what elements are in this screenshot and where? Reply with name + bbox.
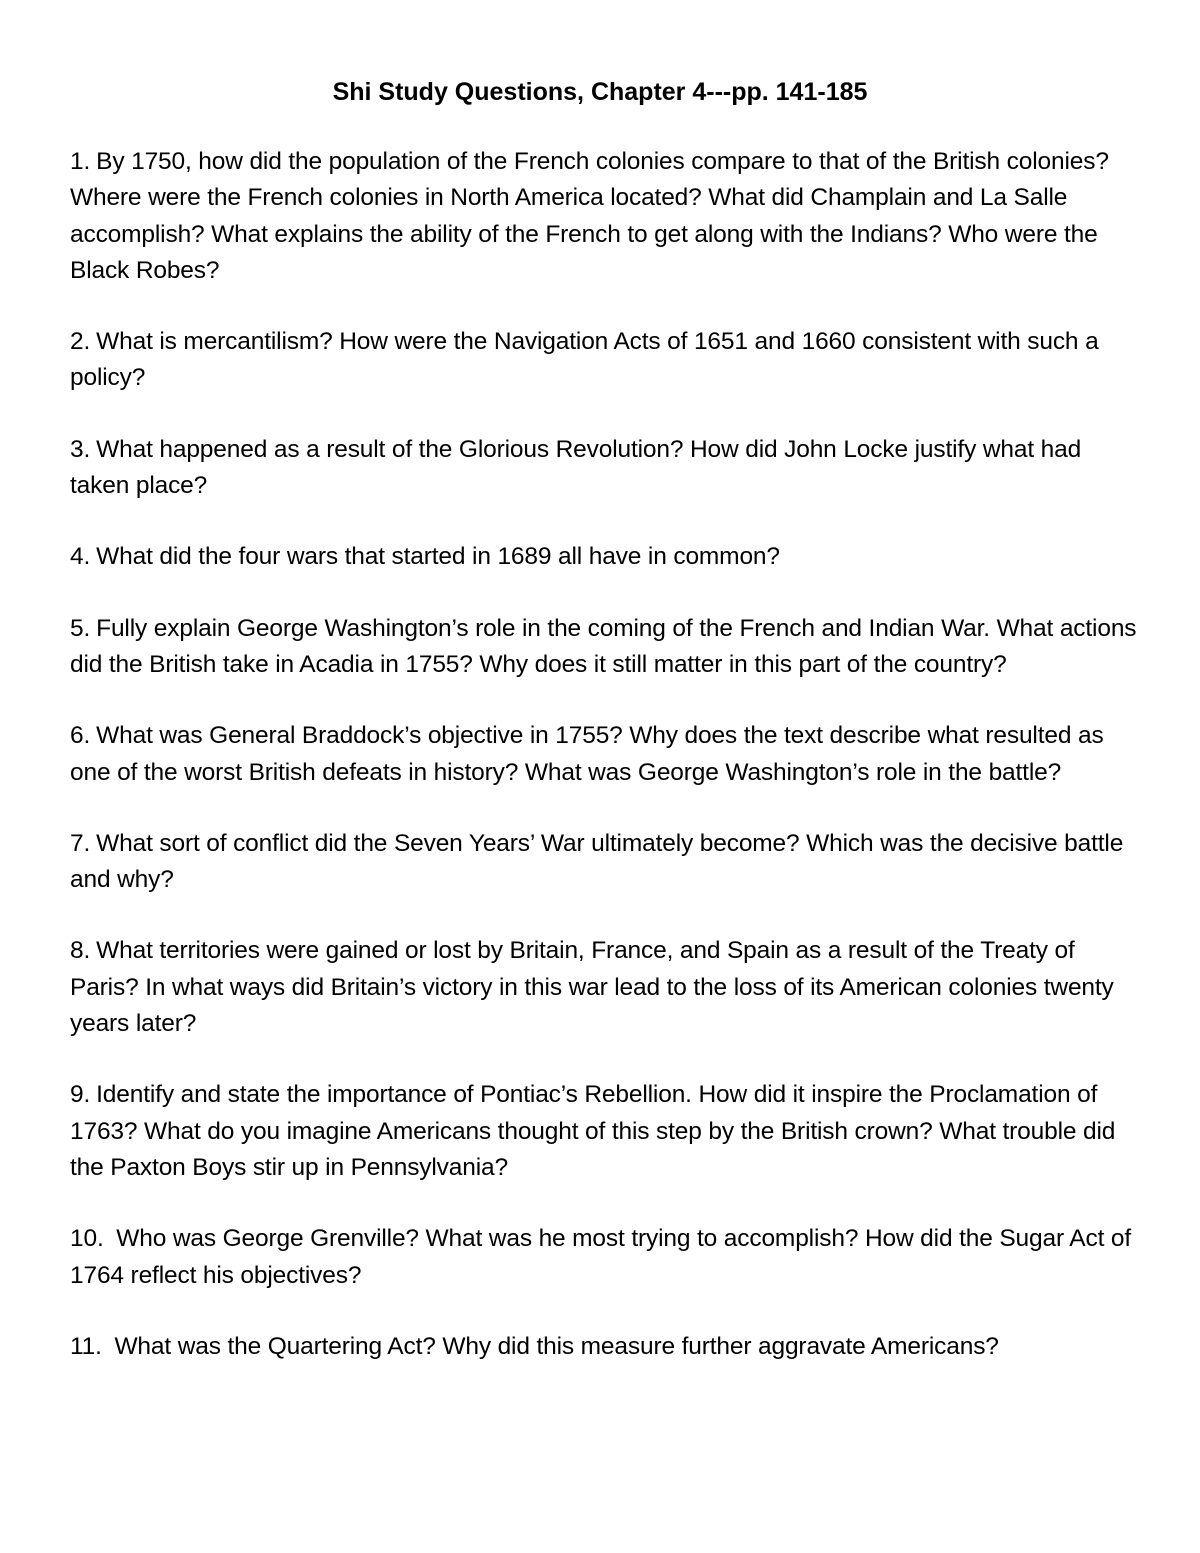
question-number: 4. [70, 543, 91, 571]
question-item [70, 432, 1140, 505]
question-text: Who was George Grenville? What was he most trying to accomplish? How did the Sugar Act of 1764 reflect his objectives? [70, 1225, 1132, 1289]
question-text: What territories were gained or lost by Britain, France, and Spain as a result of the Treaty of Paris? In what ways did Britain’s victory in this war lead to the loss of its American colonies twenty years later? [70, 937, 1114, 1038]
document-title: Shi Study Questions, Chapter 4---pp. 141-185 [332, 78, 868, 106]
question-text: What sort of conflict did the Seven Years’ War ultimately become? Which was the decisive battle and why? [70, 829, 1124, 894]
question-item [70, 324, 1140, 397]
question-item [70, 1221, 1140, 1294]
question-item [70, 144, 1140, 289]
question-number: 6. [70, 722, 91, 750]
question-text: What happened as a result of the Glorious Revolution? How did John Locke justify what had taken place? [70, 435, 1082, 500]
question-text: Fully explain George Washington’s role in the coming of the French and Indian War. What actions did the British take in Acadia in 1755? Why does it still matter in this part of the country? [70, 614, 1137, 678]
question-text: What did the four wars that started in 1689 all have in common? [96, 543, 780, 571]
question-item [70, 1077, 1140, 1186]
question-number: 8. [70, 937, 91, 965]
question-number: 3. [70, 435, 91, 463]
question-item [70, 826, 1140, 899]
question-number: 2. [70, 328, 91, 356]
question-text: Identify and state the importance of Pontiac’s Rebellion. How did it inspire the Proclamation of 1763? What do you imagine Americans thought of this step by the British crown? What trouble did the Paxton Boys stir up in Pennsylvania? [70, 1081, 1116, 1181]
question-item [70, 933, 1140, 1042]
question-item [70, 1329, 1140, 1365]
question-text: What is mercantilism? How were the Navigation Acts of 1651 and 1660 consistent with such a policy? [70, 328, 1099, 392]
question-item [70, 718, 1140, 791]
question-list [70, 144, 1140, 1400]
question-number: 9. [70, 1081, 91, 1109]
question-item [70, 539, 1140, 575]
question-number: 5. [70, 614, 91, 642]
question-text: What was the Quartering Act? Why did this measure further aggravate Americans? [107, 1332, 999, 1360]
question-number: 7. [70, 829, 91, 857]
question-item [70, 611, 1140, 684]
question-number: 10. [70, 1225, 104, 1253]
question-number: 1. [70, 148, 91, 175]
question-text: By 1750, how did the population of the French colonies compare to that of the British colonies? Where were the French colonies in North America located? What did Champlain and La Salle accomplish? What explains the ability of the French to get along with the Indians? Who were the Black Robes? [70, 148, 1109, 284]
question-text: What was General Braddock’s objective in 1755? Why does the text describe what resulted as one of the worst British defeats in history? What was George Washington’s role in the battle? [70, 722, 1104, 786]
question-number: 11. [70, 1332, 102, 1360]
